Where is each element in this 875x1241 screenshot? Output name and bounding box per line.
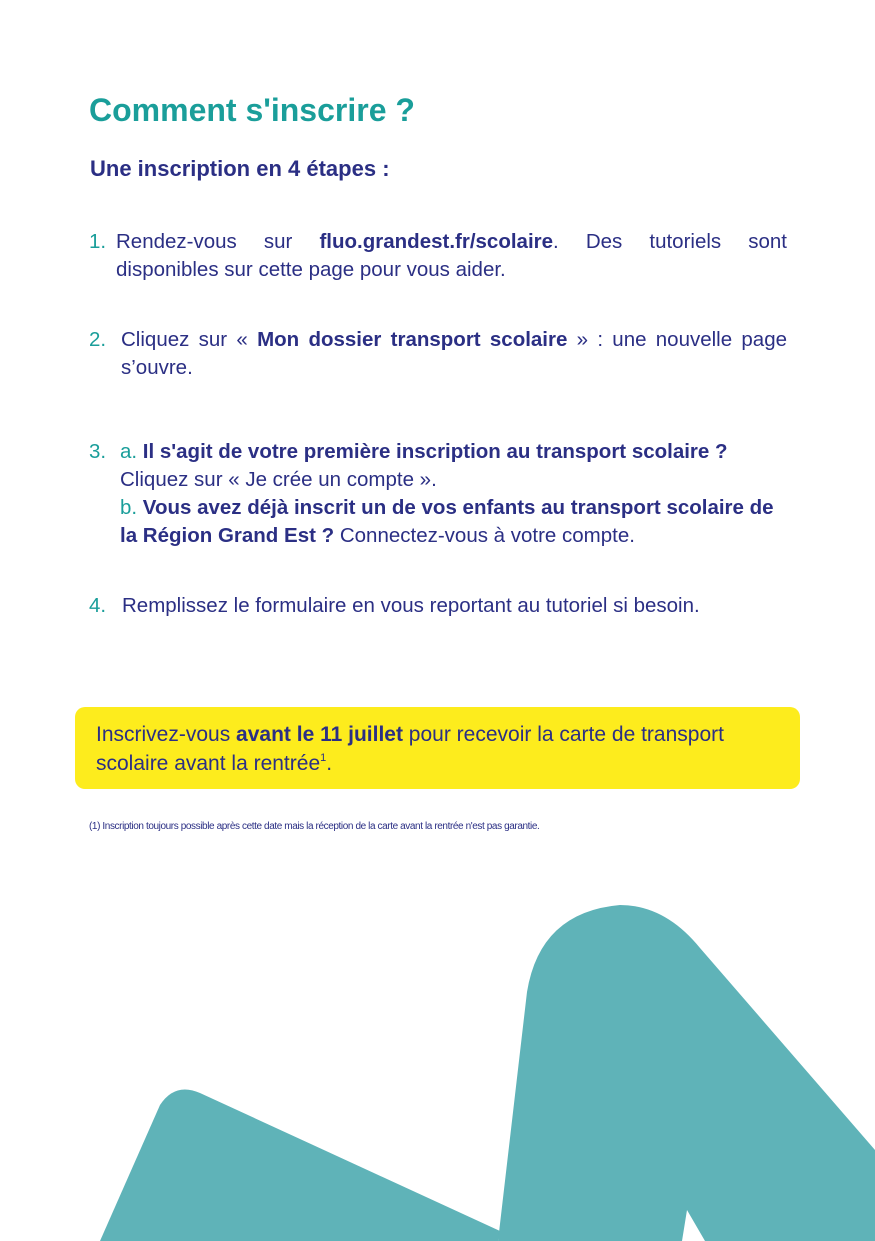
footnote-ref: 1 (320, 752, 327, 764)
footnote: (1) Inscription toujours possible après cette date mais la réception de la carte avant la rentrée n'est pas garantie. (89, 821, 540, 832)
step-text-before: Cliquez sur « (121, 328, 258, 351)
step-text: Remplissez le formulaire en vous reportant au tutoriel si besoin. (122, 594, 700, 617)
step-number: 1. (89, 230, 107, 253)
step-text-bold: Mon dossier transport scolaire (257, 328, 568, 351)
option-b-question: Vous avez déjà inscrit un de vos enfants au transport scolaire de la Région Grand Est ? (120, 496, 774, 547)
step-text-before: Rendez-vous sur (116, 230, 320, 253)
step-number: 2. (89, 328, 107, 351)
banner-text-before: Inscrivez-vous (96, 723, 237, 746)
option-a-text: Cliquez sur « Je crée un compte ». (120, 468, 437, 491)
page-title: Comment s'inscrire ? (89, 92, 415, 128)
step-number: 3. (89, 440, 107, 463)
option-a-question: Il s'agit de votre première inscription au transport scolaire ? (142, 440, 728, 463)
banner-end: . (326, 752, 333, 775)
fluo-link[interactable]: fluo.grandest.fr/scolaire (319, 230, 554, 253)
step-text-after: » : une nouvelle page s’ouvre. (121, 328, 787, 379)
banner-text-after: pour recevoir la carte de transport scolaire avant la rentrée (96, 723, 724, 775)
banner-deadline: avant le 11 juillet (236, 723, 403, 746)
step-text-after: . Des tutoriels sont disponibles sur cette page pour vous aider. (116, 230, 787, 281)
option-b-label: b. (120, 496, 143, 519)
wave-shape-left (100, 1089, 500, 1241)
step-number: 4. (89, 594, 107, 617)
option-a-label: a. (120, 440, 143, 463)
wave-shape-right (498, 905, 875, 1241)
option-b-text: Connectez-vous à votre compte. (334, 524, 635, 547)
page-subtitle: Une inscription en 4 étapes : (90, 156, 390, 181)
